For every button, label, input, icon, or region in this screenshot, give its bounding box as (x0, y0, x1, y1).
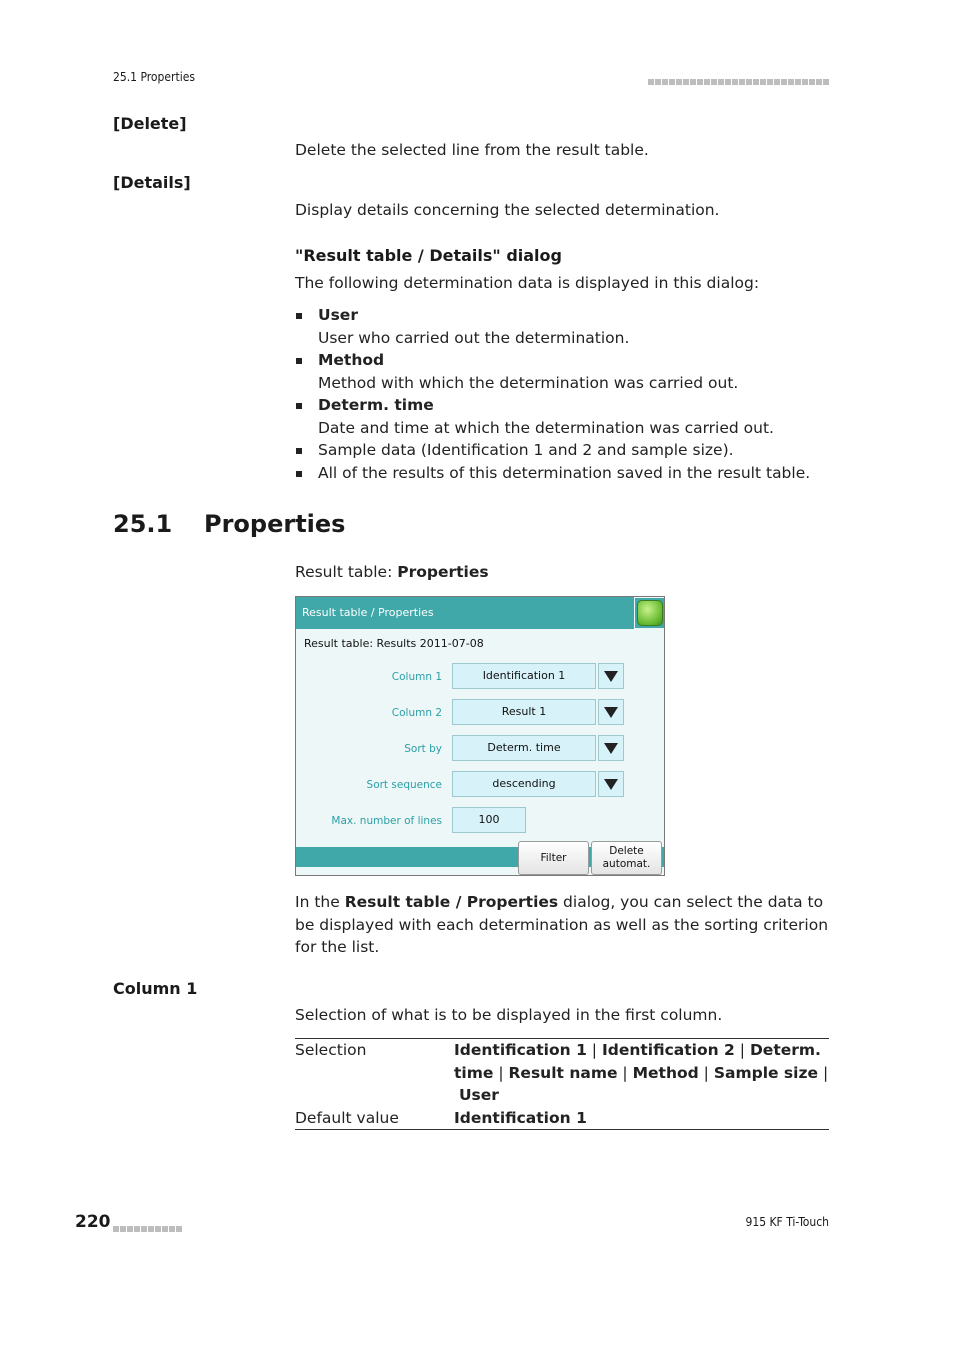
column2-select[interactable]: Result 1 (452, 699, 596, 725)
filter-button[interactable]: Filter (518, 841, 589, 875)
header-decoration (648, 71, 830, 90)
column2-label: Column 2 (391, 707, 442, 719)
page-number: 220 (75, 1212, 111, 1232)
details-list (295, 304, 835, 484)
list-item: Method Method with which the determination was carried out. (295, 349, 835, 394)
list-item: Determ. time Date and time at which the determination was carried out. (295, 394, 835, 439)
details-term: [Details] (113, 173, 191, 192)
footer-decoration (113, 1218, 183, 1237)
sort-by-select[interactable]: Determ. time (452, 735, 596, 761)
column1-label: Column 1 (391, 671, 442, 683)
list-item: Sample data (Identification 1 and 2 and sample size). (295, 439, 835, 462)
default-value: Identification 1 (454, 1108, 587, 1127)
table-row (295, 1107, 829, 1130)
product-name: 915 KF Ti-Touch (745, 1215, 829, 1229)
dialog-caption: Result table: Properties (295, 563, 489, 581)
details-description: Display details concerning the selected determination. (295, 201, 720, 219)
sort-by-dropdown-icon[interactable] (598, 735, 624, 761)
dialog-subtitle: Result table: Results 2011-07-08 (304, 637, 484, 650)
section-title: Properties (204, 510, 346, 538)
column1-select[interactable]: Identification 1 (452, 663, 596, 689)
result-table-properties-dialog (295, 596, 665, 876)
list-item: All of the results of this determination saved in the result table. (295, 462, 835, 485)
column2-dropdown-icon[interactable] (598, 699, 624, 725)
sort-sequence-dropdown-icon[interactable] (598, 771, 624, 797)
list-item: User User who carried out the determination. (295, 304, 835, 349)
home-button[interactable] (635, 598, 664, 628)
selection-label: Selection (295, 1041, 367, 1059)
default-value-label: Default value (295, 1108, 399, 1127)
sort-by-label: Sort by (404, 743, 442, 755)
delete-automat-button[interactable]: Delete automat. (591, 841, 662, 875)
max-lines-label: Max. number of lines (331, 815, 442, 827)
section-number: 25.1 (113, 510, 173, 538)
delete-description: Delete the selected line from the result table. (295, 141, 649, 159)
details-dialog-heading: "Result table / Details" dialog (295, 246, 562, 265)
column1-dropdown-icon[interactable] (598, 663, 624, 689)
sort-sequence-select[interactable]: descending (452, 771, 596, 797)
column1-parameter-table (295, 1038, 829, 1130)
home-icon (637, 600, 663, 626)
max-lines-input[interactable]: 100 (452, 807, 526, 833)
selection-values: Identification 1 | Identification 2 | Determ. time | Result name | Method | Sample size | User (454, 1041, 829, 1104)
column1-term: Column 1 (113, 979, 198, 998)
dialog-explanation: In the Result table / Properties dialog, you can select the data to be displayed with each determination as well as the sorting criterion for the list. (295, 893, 829, 956)
details-intro: The following determination data is displayed in this dialog: (295, 274, 760, 292)
running-header: 25.1 Properties (113, 70, 195, 84)
table-row (295, 1039, 829, 1107)
dialog-title: Result table / Properties (296, 597, 634, 629)
column1-description: Selection of what is to be displayed in the first column. (295, 1006, 723, 1024)
delete-term: [Delete] (113, 114, 187, 133)
sort-sequence-label: Sort sequence (366, 779, 442, 791)
